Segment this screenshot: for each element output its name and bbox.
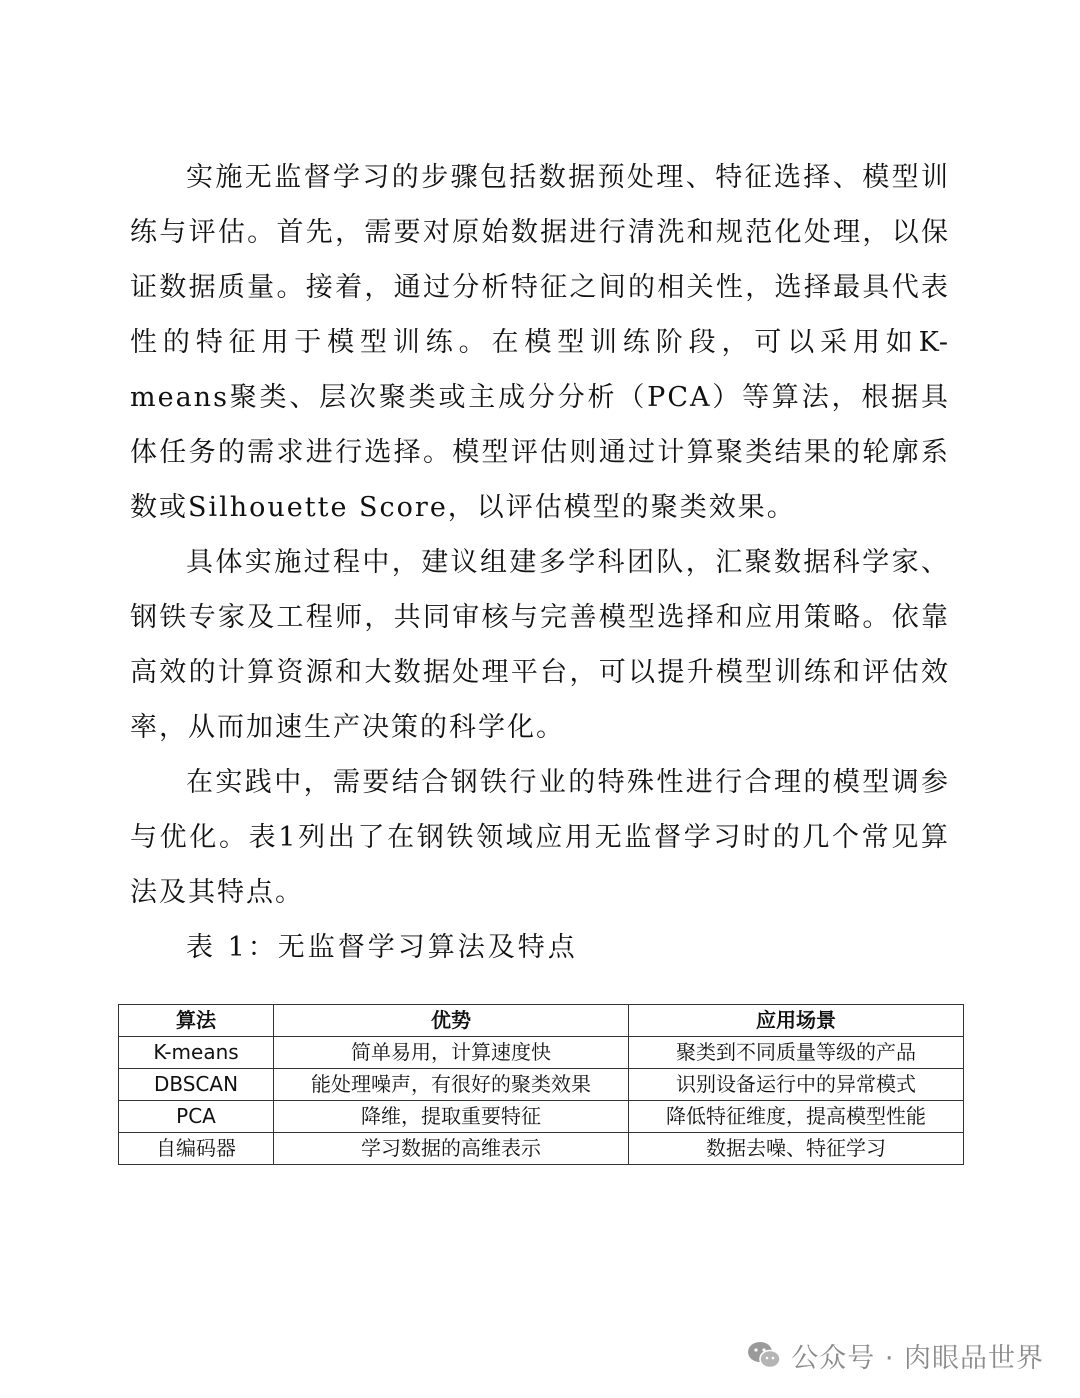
cell-advantage: 能处理噪声，有很好的聚类效果 <box>274 1069 629 1101</box>
table-row <box>119 1069 964 1101</box>
table-caption: 表 1：无监督学习算法及特点 <box>186 932 578 963</box>
cell-application: 数据去噪、特征学习 <box>629 1133 964 1165</box>
table-row <box>119 1101 964 1133</box>
cell-application: 识别设备运行中的异常模式 <box>629 1069 964 1101</box>
table-header-row <box>119 1005 964 1037</box>
table-row <box>119 1037 964 1069</box>
watermark-footer <box>747 1333 1044 1377</box>
footer-text: 公众号 · 肉眼品世界 <box>791 1342 1044 1374</box>
header-advantage: 优势 <box>274 1005 629 1037</box>
cell-advantage: 学习数据的高维表示 <box>274 1133 629 1165</box>
wechat-icon <box>747 1340 781 1370</box>
cell-advantage: 简单易用，计算速度快 <box>274 1037 629 1069</box>
header-application: 应用场景 <box>629 1005 964 1037</box>
cell-algorithm: PCA <box>119 1101 274 1133</box>
cell-advantage: 降维，提取重要特征 <box>274 1101 629 1133</box>
paragraph-implementation: 具体实施过程中，建议组建多学科团队，汇聚数据科学家、钢铁专家及工程师，共同审核与完善模型选择和应用策略。依靠高效的计算资源和大数据处理平台，可以提升模型训练和评估效率，从而加速生产决策的科学化。 <box>130 547 950 743</box>
cell-algorithm: 自编码器 <box>119 1133 274 1165</box>
paragraph-steps: 实施无监督学习的步骤包括数据预处理、特征选择、模型训练与评估。首先，需要对原始数据进行清洗和规范化处理，以保证数据质量。接着，通过分析特征之间的相关性，选择最具代表性的特征用于模型训练。在模型训练阶段，可以采用如K-means聚类、层次聚类或主成分分析（PCA）等算法，根据具体任务的需求进行选择。模型评估则通过计算聚类结果的轮廓系数或Silhouette Score，以评估模型的聚类效果。 <box>130 162 950 523</box>
cell-algorithm: DBSCAN <box>119 1069 274 1101</box>
cell-algorithm: K-means <box>119 1037 274 1069</box>
algorithm-table <box>118 1004 964 1165</box>
paragraph-practice: 在实践中，需要结合钢铁行业的特殊性进行合理的模型调参与优化。表1列出了在钢铁领域应用无监督学习时的几个常见算法及其特点。 <box>130 767 950 908</box>
header-algorithm: 算法 <box>119 1005 274 1037</box>
cell-application: 降低特征维度，提高模型性能 <box>629 1101 964 1133</box>
cell-application: 聚类到不同质量等级的产品 <box>629 1037 964 1069</box>
table-row <box>119 1133 964 1165</box>
